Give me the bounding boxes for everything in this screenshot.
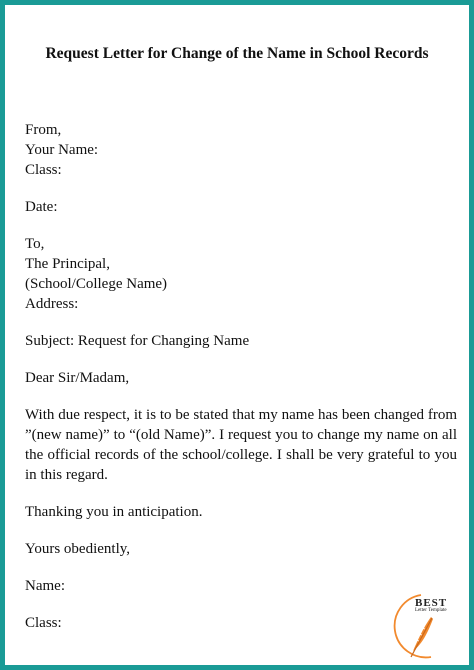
logo-best-text: BEST bbox=[415, 597, 448, 609]
closing-line: Yours obediently, bbox=[25, 541, 131, 557]
body-paragraph: With due respect, it is to be stated that my name has been changed from ”(new name)” to “(old Name)”. I request you to change my name on all the official records of the school/college. I shall be very grateful to you in this regard. bbox=[25, 407, 457, 483]
salutation-line: Dear Sir/Madam, bbox=[25, 370, 130, 386]
to-line: To, bbox=[25, 236, 45, 252]
brand-logo bbox=[391, 589, 457, 665]
principal-line: The Principal, bbox=[25, 256, 110, 272]
school-line: (School/College Name) bbox=[25, 276, 168, 292]
from-line: From, bbox=[25, 122, 62, 138]
date-line: Date: bbox=[25, 199, 58, 215]
subject-line: Subject: Request for Changing Name bbox=[25, 333, 250, 349]
sender-class-line: Class: bbox=[25, 162, 62, 178]
logo-subtitle-text: Letter Template bbox=[415, 608, 447, 613]
letter-body bbox=[25, 120, 457, 633]
letter-title: Request Letter for Change of the Name in School Records bbox=[45, 45, 429, 62]
signoff-name-line: Name: bbox=[25, 578, 65, 594]
address-line: Address: bbox=[25, 296, 79, 312]
signoff-class-line: Class: bbox=[25, 615, 62, 631]
your-name-line: Your Name: bbox=[25, 142, 99, 158]
thanks-line: Thanking you in anticipation. bbox=[25, 504, 203, 520]
